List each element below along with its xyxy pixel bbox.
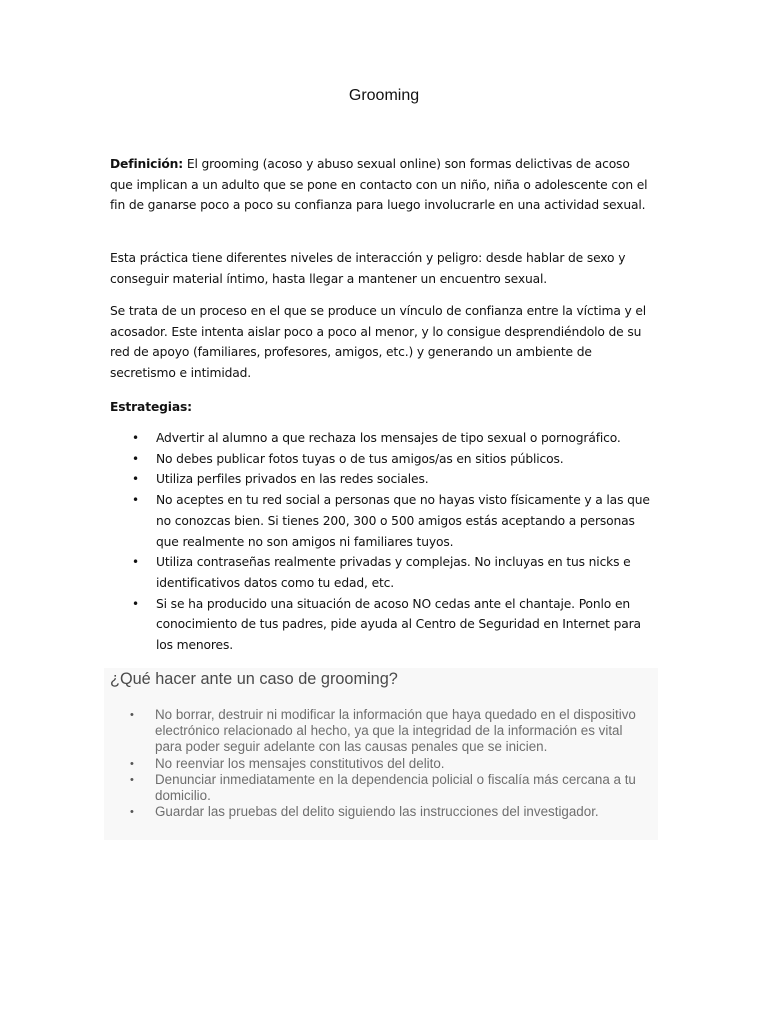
- bullet-icon: •: [130, 806, 134, 819]
- list-item: [104, 756, 658, 772]
- strategies-heading: Estrategias:: [110, 400, 192, 414]
- bullet-icon: •: [132, 555, 139, 570]
- list-item: [110, 552, 655, 593]
- actions-list: [104, 707, 658, 820]
- action-text: Denunciar inmediatamente en la dependencia policial o fiscalía más cercana a tu domicilio.: [155, 771, 636, 804]
- trust-process-paragraph: [110, 301, 655, 384]
- definition-text: El grooming (acoso y abuso sexual online) son formas delictivas de acoso que implican a un adulto que se pone en contacto con un niño, niña o adolescente con el fin de ganarse poco a poco su confianza para luego involucrarle en una actividad sexual.: [110, 157, 648, 213]
- strategy-text: No debes publicar fotos tuyas o de tus amigos/as en sitios públicos.: [156, 451, 564, 466]
- strategies-list: [110, 428, 655, 656]
- action-text: Guardar las pruebas del delito siguiendo las instrucciones del investigador.: [155, 804, 599, 820]
- strategy-text: Si se ha producido una situación de acoso NO cedas ante el chantaje. Ponlo en conocimiento de tus padres, pide ayuda al Centro de Seguridad en Internet para los menores.: [156, 596, 641, 653]
- bullet-icon: •: [130, 773, 134, 786]
- bullet-icon: •: [132, 451, 139, 466]
- definition-paragraph: [110, 154, 655, 216]
- bullet-icon: •: [130, 757, 134, 770]
- bullet-icon: •: [132, 472, 139, 487]
- document-title: Grooming: [348, 87, 420, 104]
- paragraph-3-text: Se trata de un proceso en el que se produce un vínculo de confianza entre la víctima y el acosador. Este intenta aislar poco a poco al menor, y lo consigue desprendiéndolo de su red de apoyo (familiares, profesores, amigos, etc.) y generando un ambiente de secretismo e intimidad.: [110, 304, 647, 381]
- strategy-text: Utiliza contraseñas realmente privadas y complejas. No incluyas en tus nicks e identificativos datos como tu edad, etc.: [156, 555, 631, 590]
- list-item: [110, 490, 655, 552]
- bullet-icon: •: [132, 431, 139, 445]
- strategy-text: No aceptes en tu red social a personas que no hayas visto físicamente y a las que no conozcas bien. Si tienes 200, 300 o 500 amigos estás aceptando a personas que realmente no son amigos ni familiares tuyos.: [156, 493, 650, 549]
- list-item: [110, 594, 655, 656]
- list-item: [110, 449, 655, 470]
- what-to-do-panel: [104, 668, 658, 840]
- action-text: No reenviar los mensajes constitutivos del delito.: [155, 755, 445, 771]
- actions-heading: ¿Qué hacer ante un caso de grooming?: [110, 670, 398, 688]
- interaction-levels-paragraph: [110, 248, 655, 289]
- paragraph-2-text: Esta práctica tiene diferentes niveles de interacción y peligro: desde hablar de sexo y conseguir material íntimo, hasta llegar a mantener un encuentro sexual.: [110, 251, 626, 286]
- bullet-icon: •: [132, 596, 139, 611]
- strategy-text: Advertir al alumno a que rechaza los mensajes de tipo sexual o pornográfico.: [156, 431, 621, 445]
- list-item: [104, 707, 658, 756]
- action-text: No borrar, destruir ni modificar la información que haya quedado en el dispositivo electrónico relacionado al hecho, ya que la integridad de la información es vital para poder seguir adelante con las causas penales que se inicien.: [155, 707, 636, 755]
- list-item: [104, 804, 658, 820]
- list-item: [110, 469, 655, 490]
- strategy-text: Utiliza perfiles privados en las redes sociales.: [156, 472, 429, 487]
- bullet-icon: •: [130, 709, 134, 721]
- list-item: [110, 428, 655, 449]
- definition-label: Definición:: [110, 157, 184, 171]
- list-item: [104, 772, 658, 804]
- bullet-icon: •: [132, 493, 139, 508]
